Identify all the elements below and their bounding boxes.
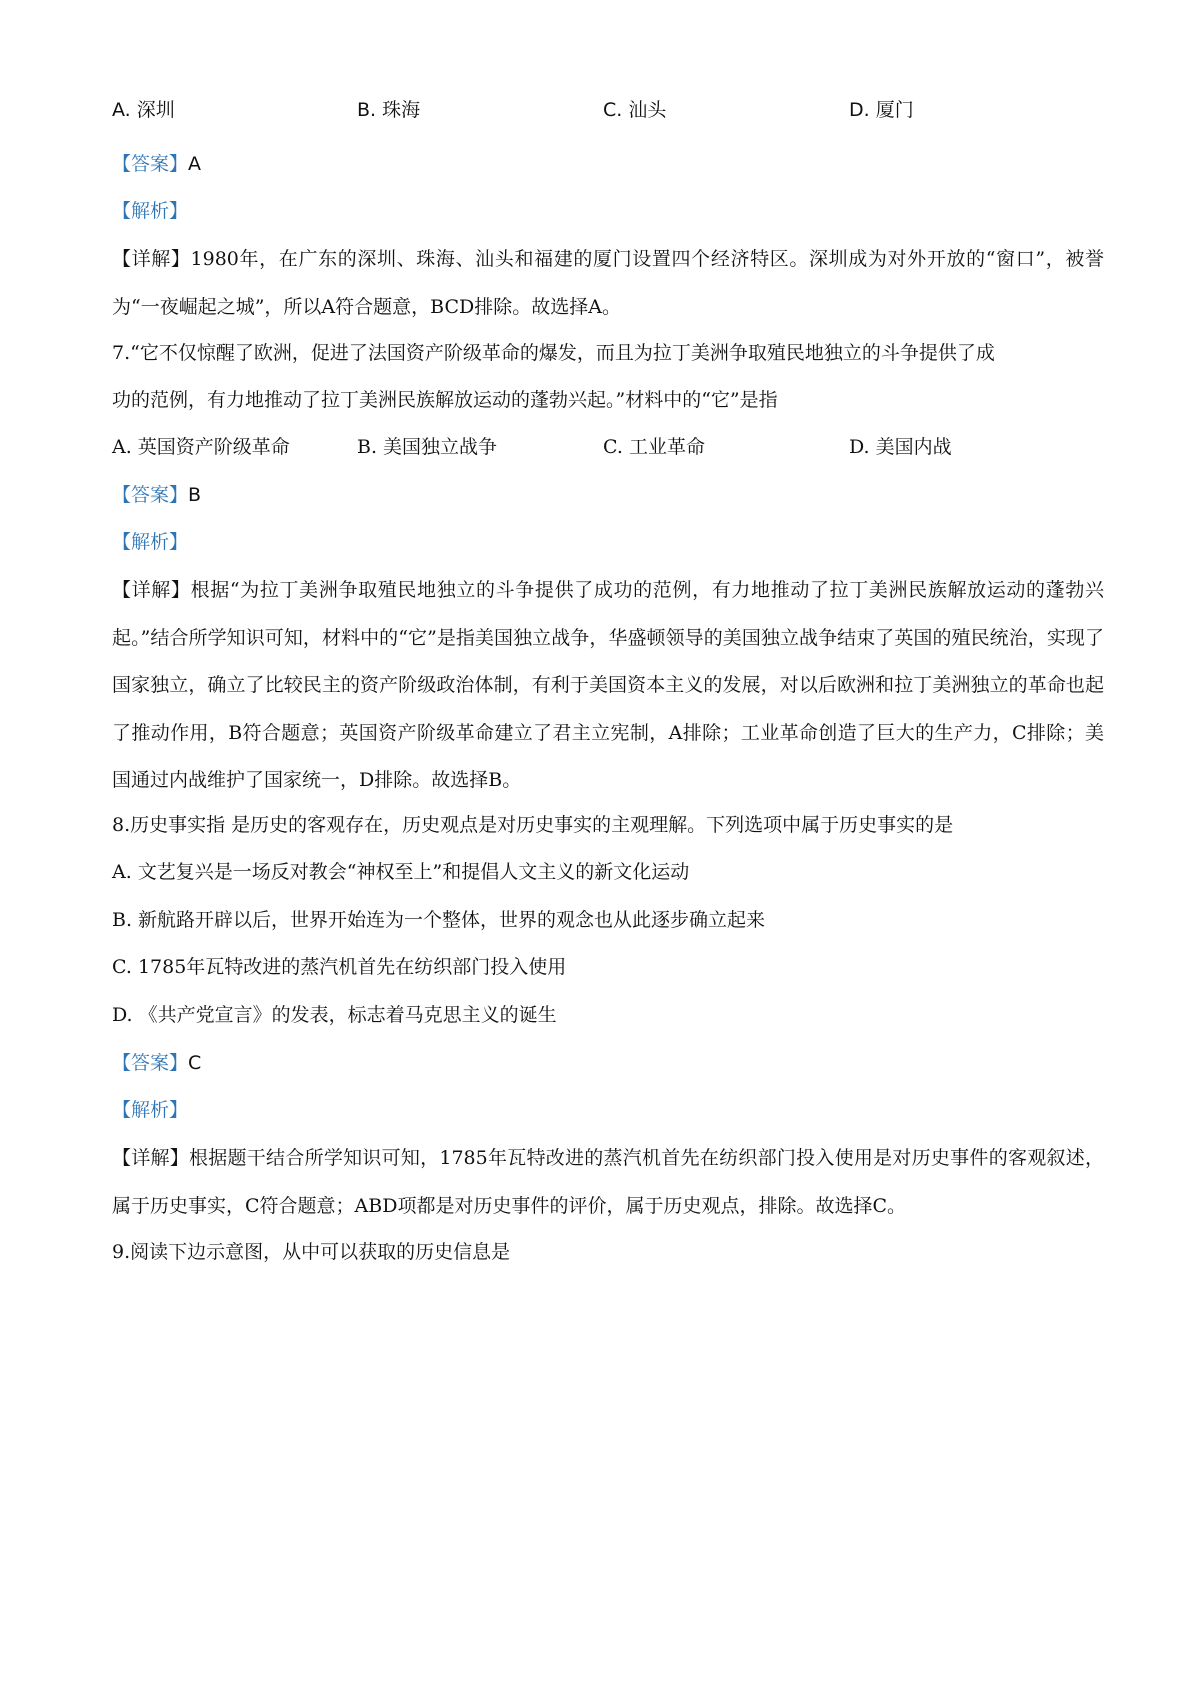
answer-value: B (188, 484, 202, 506)
q8-option-a: A. 文艺复兴是一场反对教会“神权至上”和提倡人文主义的新文化运动 (112, 861, 690, 883)
q6-detail (112, 236, 1104, 331)
answer-value: A (188, 153, 202, 175)
q7-option-a: A. 英国资产阶级革命 (112, 436, 290, 458)
q8-stem: 8.历史事实指 是历史的客观存在，历史观点是对历史事实的主观理解。下列选项中属于历史事实的是 (112, 814, 954, 836)
q6-option-c: C. 汕头 (603, 99, 667, 121)
answer-tag: 【答案】 (112, 1052, 189, 1074)
q7-analysis-tag: 【解析】 (112, 531, 189, 553)
q8-option-d: D. 《共产党宣言》的发表，标志着马克思主义的诞生 (112, 1004, 557, 1026)
detail-text: 根据“为拉丁美洲争取殖民地独立的斗争提供了成功的范例，有力地推动了拉丁美洲民族解放运动的蓬勃兴起。”结合所学知识可知，材料中的“它”是指美国独立战争，华盛顿领导的美国独立战争结束了英国的殖民统治，实现了国家独立，确立了比较民主的资产阶级政治体制，有利于美国资本主义的发展，对以后欧洲和拉丁美洲独立的革命也起了推动作用，B符合题意；英国资产阶级革命建立了君主立宪制，A排除；工业革命创造了巨大的生产力，C排除；美国通过内战维护了国家统一，D排除。故选择B。 (112, 579, 1104, 791)
q6-analysis-tag: 【解析】 (112, 200, 189, 222)
q6-answer (112, 150, 201, 178)
detail-text: 根据题干结合所学知识可知，1785年瓦特改进的蒸汽机首先在纺织部门投入使用是对历史事件的客观叙述，属于历史事实，C符合题意；ABD项都是对历史事件的评价，属于历史观点，排除。故选择C。 (112, 1147, 1104, 1217)
q7-stem-line-2: 功的范例，有力地推动了拉丁美洲民族解放运动的蓬勃兴起。”材料中的“它”是指 (112, 389, 778, 411)
q8-answer (112, 1049, 201, 1077)
answer-tag: 【答案】 (112, 153, 189, 175)
q8-option-c: C. 1785年瓦特改进的蒸汽机首先在纺织部门投入使用 (112, 956, 567, 978)
answer-value: C (188, 1052, 202, 1074)
q7-answer (112, 481, 201, 509)
q6-option-a: A. 深圳 (112, 99, 175, 121)
detail-text: 1980年，在广东的深圳、珠海、汕头和福建的厦门设置四个经济特区。深圳成为对外开放的“窗口”，被誉为“一夜崛起之城”，所以A符合题意，BCD排除。故选择A。 (112, 248, 1104, 318)
q7-option-d: D. 美国内战 (849, 436, 952, 458)
q7-stem-line-1: 7.“它不仅惊醒了欧洲，促进了法国资产阶级革命的爆发，而且为拉丁美洲争取殖民地独立的斗争提供了成 (112, 342, 995, 364)
detail-tag: 【详解】 (112, 1147, 190, 1169)
detail-tag: 【详解】 (112, 579, 191, 601)
q7-option-b: B. 美国独立战争 (357, 436, 498, 458)
q6-option-b: B. 珠海 (357, 99, 421, 121)
q6-option-d: D. 厦门 (849, 99, 914, 121)
q9-stem: 9.阅读下边示意图，从中可以获取的历史信息是 (112, 1241, 511, 1263)
q8-option-b: B. 新航路开辟以后，世界开始连为一个整体，世界的观念也从此逐步确立起来 (112, 909, 766, 931)
q7-detail (112, 567, 1104, 805)
answer-tag: 【答案】 (112, 484, 189, 506)
q8-analysis-tag: 【解析】 (112, 1099, 189, 1121)
q7-option-c: C. 工业革命 (603, 436, 705, 458)
detail-tag: 【详解】 (112, 248, 191, 270)
q8-detail (112, 1135, 1104, 1230)
